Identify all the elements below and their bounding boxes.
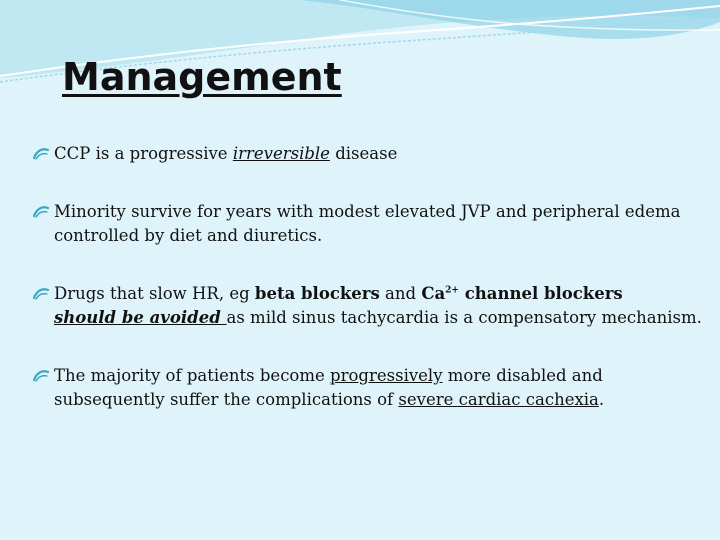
swoosh-icon: [32, 145, 50, 163]
swoosh-icon: [32, 203, 50, 221]
bullet-item-1: [30, 142, 710, 166]
bullet-3-calcium: Ca: [421, 284, 446, 303]
bullet-3-and: and: [379, 284, 422, 303]
bullet-4-text: The majority of patients become: [54, 366, 331, 385]
bullet-3-beta-blockers: beta blockers: [254, 284, 380, 303]
bullet-3-calcium-charge: 2+: [445, 285, 459, 296]
bullet-3-text: Drugs that slow HR, eg: [54, 284, 255, 303]
slide-title: Management: [62, 55, 342, 99]
bullet-list: [30, 142, 710, 412]
bullet-4-middle: more disabled and subsequently suffer the complications of: [54, 366, 603, 409]
bullet-3-channel-blockers: channel blockers: [458, 284, 623, 303]
bullet-1-text: CCP is a progressive: [54, 144, 233, 163]
bullet-3-warning: should be avoided: [54, 308, 227, 327]
bullet-1-emphasis: irreversible: [232, 144, 330, 163]
bullet-3-tail: as mild sinus tachycardia is a compensatory mechanism.: [226, 308, 702, 327]
bullet-4-progressively: progressively: [330, 366, 443, 385]
bullet-item-4: [30, 364, 710, 412]
bullet-item-3: [30, 282, 710, 330]
swoosh-icon: [32, 367, 50, 385]
bullet-1-tail: disease: [329, 144, 398, 163]
bullet-4-period: .: [598, 390, 605, 409]
swoosh-icon: [32, 285, 50, 303]
bullet-4-cachexia: severe cardiac cachexia: [398, 390, 599, 409]
bullet-item-2: [30, 200, 710, 248]
bullet-2-text: Minority survive for years with modest elevated JVP and peripheral edema controlled by diet and diuretics.: [54, 202, 681, 245]
